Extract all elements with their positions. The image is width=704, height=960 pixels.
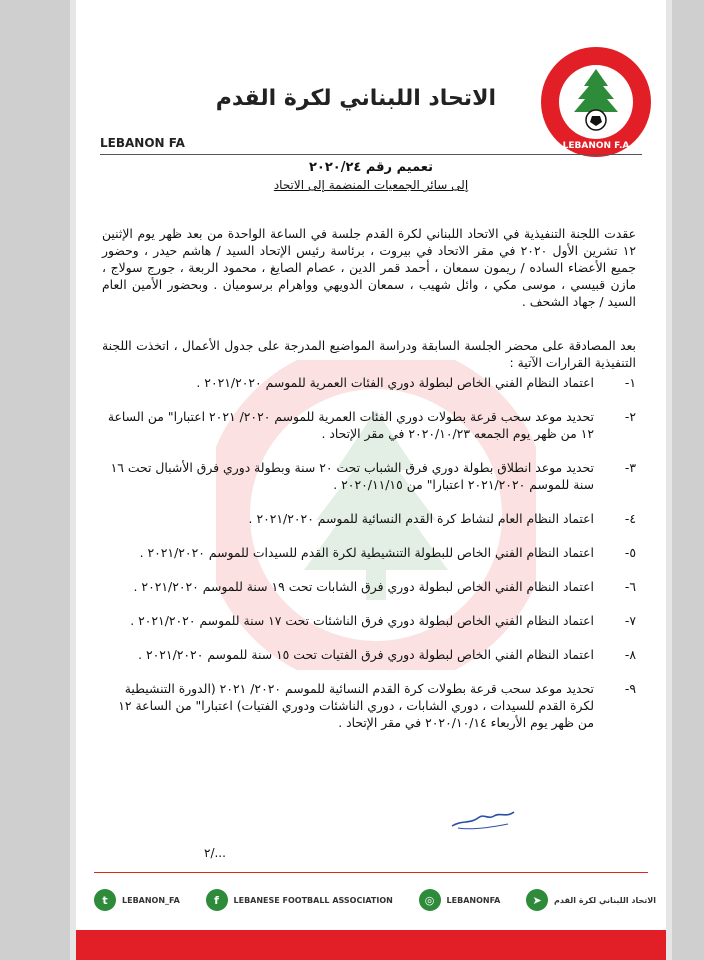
footer-social-bar [94, 886, 656, 914]
twitter-link[interactable]: t LEBANON_FA [94, 889, 180, 911]
decision-item: ٨- اعتماد النظام الفني الخاص لبطولة دوري فرق الفتيات تحت ١٥ سنة للموسم ٢٠٢١/٢٠٢٠ . [138, 647, 636, 662]
facebook-link[interactable]: f LEBANESE FOOTBALL ASSOCIATION [206, 889, 393, 911]
facebook-icon: f [206, 889, 228, 911]
decision-item: ٦- اعتماد النظام الفني الخاص لبطولة دوري فرق الشابات تحت ١٩ سنة للموسم ٢٠٢١/٢٠٢٠ . [133, 579, 636, 594]
svg-text:LEBANON F.A: LEBANON F.A [562, 141, 630, 151]
decision-item: ٩- تحديد موعد سحب قرعة بطولات كرة القدم النسائية للموسم ٢٠٢٠/ ٢٠٢١ (الدورة التنشيطية لكرة القدم للسيدات ، دوري الشابات ، دوري الناشئات ودوري الفتيات) اعتبارا" من الساعة ١٢ من ظهر يوم الأربعاء ٢٠٢٠/١٠/١٤ في مقر الإتحاد . [118, 681, 636, 730]
instagram-icon: ◎ [419, 889, 441, 911]
decisions-list [102, 374, 636, 731]
footer-divider [94, 872, 648, 873]
document-page [76, 0, 666, 960]
decision-item: ٥- اعتماد النظام الفني الخاص للبطولة التنشيطية لكرة القدم للسيدات للموسم ٢٠٢١/٢٠٢٠ . [139, 545, 636, 560]
decision-intro-paragraph: بعد المصادقة على محضر الجلسة السابقة ودراسة المواضيع المدرجة على جدول الأعمال ، اتخذت اللجنة التنفيذية القرارات الآتية : [102, 338, 636, 371]
telegram-link[interactable]: ➤ الاتحاد اللبناني لكرة القدم [526, 889, 656, 911]
circular-subtitle: إلى سائر الجمعيات المنضمة إلى الاتحاد [273, 178, 469, 192]
federation-label-en: LEBANON FA [100, 136, 185, 150]
decision-item: ٢- تحديد موعد سحب قرعة بطولات دوري الفئات العمرية للموسم ٢٠٢٠/ ٢٠٢١ اعتبارا" من الساعة ١٢ من ظهر يوم الجمعه ٢٠٢٠/١٠/٢٣ في مقر الإتحاد . [107, 409, 636, 441]
decision-item: ٣- تحديد موعد انطلاق بطولة دوري فرق الشباب تحت ٢٠ سنة وبطولة دوري فرق الأشبال تحت ١٦ سنة للموسم ٢٠٢١/٢٠٢٠ اعتبارا" من ٢٠٢٠/١١/١٥ . [110, 460, 636, 492]
signature [448, 802, 518, 834]
intro-paragraph: عقدت اللجنة التنفيذية في الاتحاد اللبناني لكرة القدم جلسة في الساعة الواحدة من بعد ظهر يوم الإثنين ١٢ تشرين الأول ٢٠٢٠ في مقر الاتحاد في بيروت ، برئاسة رئيس الإتحاد السيد / هاشم حيدر ، وحضور جميع الأعضاء الساده / ريمون سمعان ، أحمد قمر الدين ، عصام الصايغ ، محمود الربعة ، جورج سولاج ، مازن قبيسي ، موسى مكي ، وائل شهيب ، سمعان الدويهي وواهرام برسوميان . وبحضور الأمين العام السيد / جهاد الشحف . [102, 226, 636, 310]
telegram-icon: ➤ [526, 889, 548, 911]
decision-item: ٤- اعتماد النظام العام لنشاط كرة القدم النسائية للموسم ٢٠٢١/٢٠٢٠ . [248, 511, 636, 526]
federation-title: الاتحاد اللبناني لكرة القدم [215, 86, 496, 111]
footer-red-band [76, 930, 666, 960]
lebanon-fa-logo [538, 44, 654, 160]
header-divider [100, 154, 642, 155]
page-continuation: ٢/... [204, 846, 226, 860]
circular-title: تعميم رقم ٢٠٢٠/٢٤ [308, 160, 434, 175]
twitter-icon: t [94, 889, 116, 911]
instagram-link[interactable]: ◎ LEBANONFA [419, 889, 501, 911]
decision-item: ١- اعتماد النظام الفني الخاص لبطولة دوري الفئات العمرية للموسم ٢٠٢١/٢٠٢٠ . [196, 375, 636, 390]
decision-item: ٧- اعتماد النظام الفني الخاص لبطولة دوري فرق الناشئات تحت ١٧ سنة للموسم ٢٠٢١/٢٠٢٠ . [130, 613, 636, 628]
